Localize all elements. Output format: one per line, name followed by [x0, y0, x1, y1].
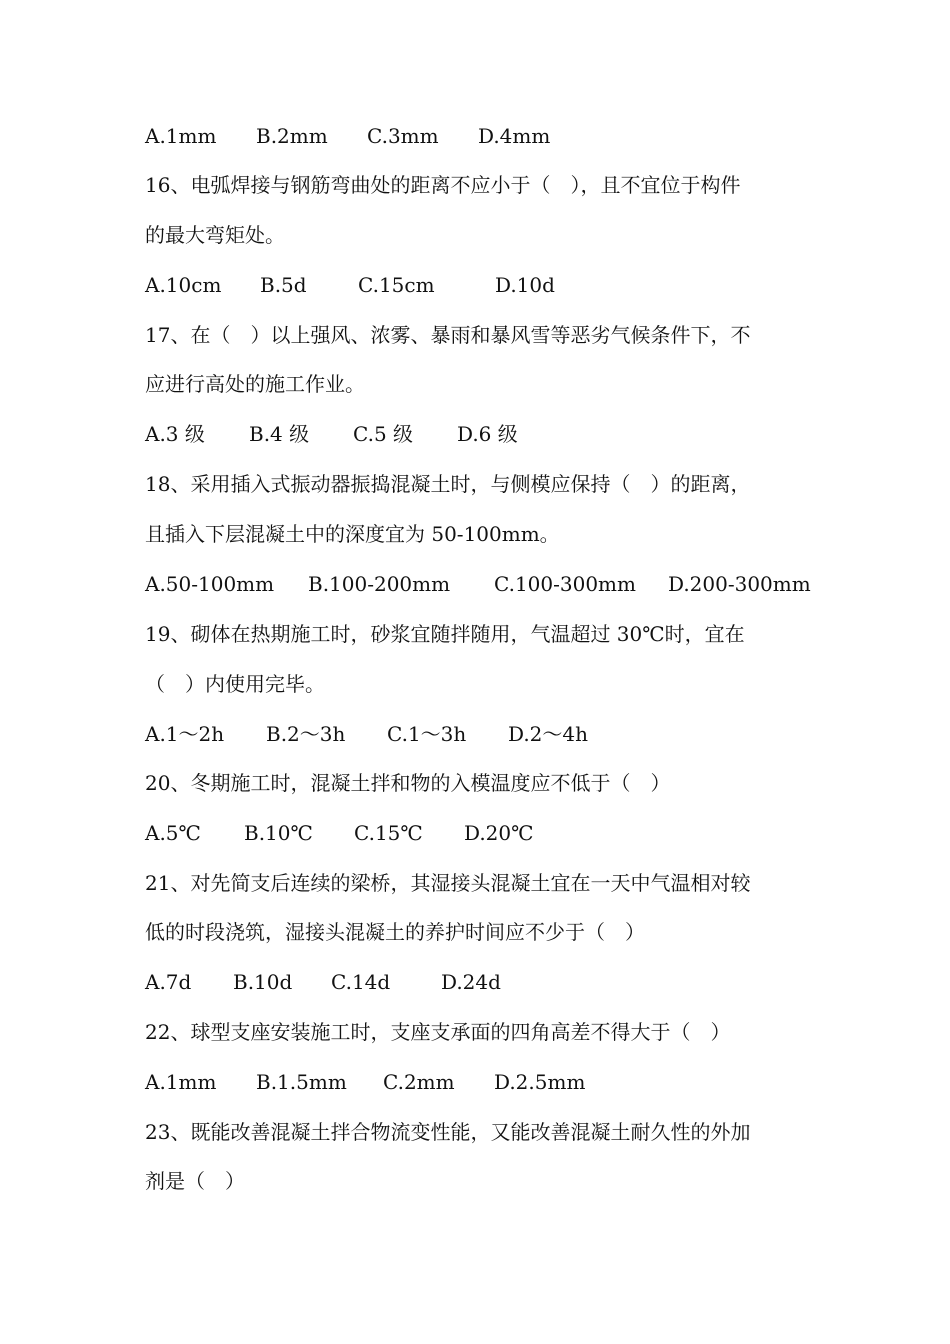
question-21-options [145, 968, 501, 996]
question-21-stem-line1: 21、对先简支后连续的梁桥，其湿接头混凝土宜在一天中气温相对较 [145, 871, 751, 895]
option-d: D.4mm [478, 124, 551, 148]
question-19-stem-line2: （ ）内使用完毕。 [145, 672, 325, 696]
option-c: C.100-300mm [494, 572, 636, 596]
option-c: C.15℃ [354, 821, 423, 845]
question-17-options [145, 420, 518, 448]
option-a: A.1mm [145, 1070, 217, 1094]
option-c: C.5 级 [353, 422, 414, 446]
option-a: A.1～2h [145, 722, 225, 746]
option-d: D.10d [495, 273, 555, 297]
option-d: D.2.5mm [494, 1070, 586, 1094]
option-a: A.10cm [145, 273, 222, 297]
option-a: A.1mm [145, 124, 217, 148]
option-b: B.10℃ [244, 821, 313, 845]
option-b: B.1.5mm [256, 1070, 347, 1094]
question-22-options [145, 1068, 585, 1096]
option-b: B.2mm [256, 124, 328, 148]
question-20-stem-line1: 20、冬期施工时，混凝土拌和物的入模温度应不低于（ ） [145, 771, 671, 795]
option-a: A.5℃ [145, 821, 201, 845]
question-18-stem-line2: 且插入下层混凝土中的深度宜为 50-100mm。 [145, 522, 560, 546]
question-20-options [145, 819, 534, 847]
option-c: C.3mm [367, 124, 439, 148]
option-b: B.2～3h [266, 722, 346, 746]
option-b: B.100-200mm [308, 572, 451, 596]
question-17-stem-line2: 应进行高处的施工作业。 [145, 372, 365, 396]
option-a: A.3 级 [145, 422, 205, 446]
option-a: A.50-100mm [145, 572, 275, 596]
question-17-stem-line1: 17、在（ ）以上强风、浓雾、暴雨和暴风雪等恶劣气候条件下，不 [145, 323, 751, 347]
option-b: B.5d [260, 273, 307, 297]
question-19-options [145, 720, 588, 748]
option-d: D.24d [441, 970, 501, 994]
question-16-options [145, 271, 555, 299]
question-16-stem-line1: 16、电弧焊接与钢筋弯曲处的距离不应小于（ ），且不宜位于构件 [145, 173, 741, 197]
question-15-options [145, 122, 550, 150]
option-c: C.1～3h [387, 722, 467, 746]
option-c: C.2mm [383, 1070, 455, 1094]
question-22-stem-line1: 22、球型支座安装施工时，支座支承面的四角高差不得大于（ ） [145, 1020, 731, 1044]
option-d: D.200-300mm [668, 572, 811, 596]
question-18-stem-line1: 18、采用插入式振动器振捣混凝土时，与侧模应保持（ ）的距离， [145, 472, 751, 496]
option-d: D.2～4h [508, 722, 589, 746]
option-c: C.14d [331, 970, 391, 994]
question-18-options [145, 570, 811, 598]
question-16-stem-line2: 的最大弯矩处。 [145, 223, 285, 247]
question-19-stem-line1: 19、砌体在热期施工时，砂浆宜随拌随用，气温超过 30℃时，宜在 [145, 622, 745, 646]
question-23-stem-line1: 23、既能改善混凝土拌合物流变性能，又能改善混凝土耐久性的外加 [145, 1120, 751, 1144]
question-21-stem-line2: 低的时段浇筑，湿接头混凝土的养护时间应不少于（ ） [145, 920, 645, 944]
question-23-stem-line2: 剂是（ ） [145, 1169, 245, 1193]
option-b: B.10d [233, 970, 293, 994]
option-c: C.15cm [358, 273, 435, 297]
option-b: B.4 级 [249, 422, 310, 446]
option-d: D.6 级 [457, 422, 518, 446]
option-a: A.7d [145, 970, 192, 994]
option-d: D.20℃ [464, 821, 534, 845]
